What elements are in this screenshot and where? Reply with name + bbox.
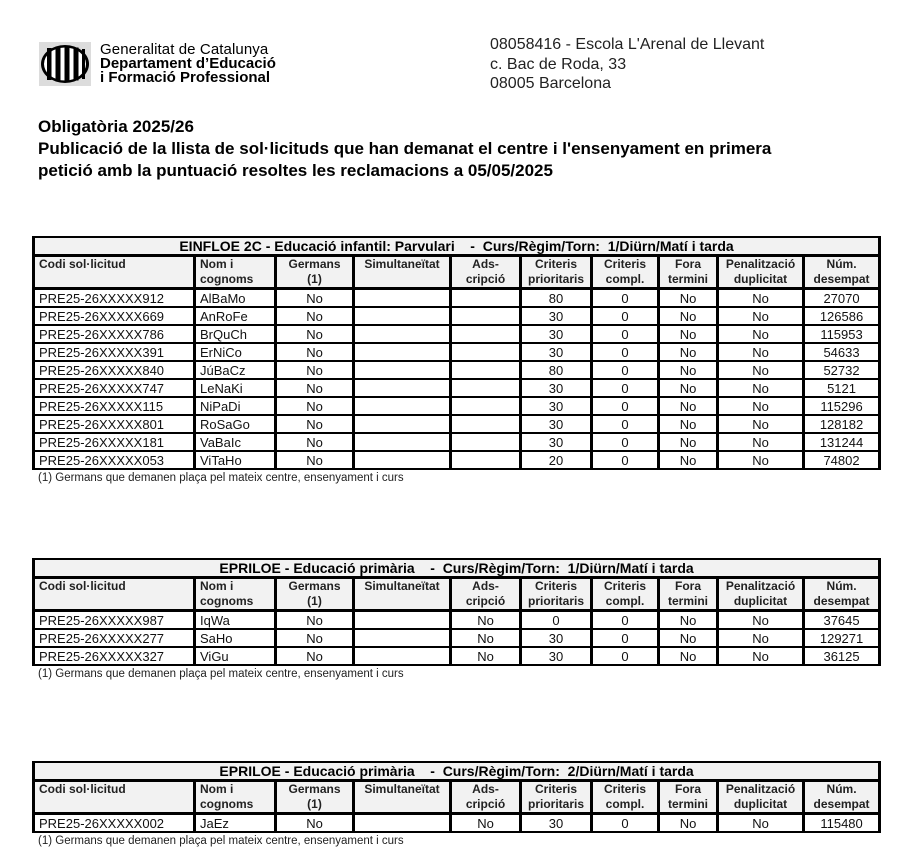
table-row: [34, 289, 880, 308]
cell-criteris-complementaris: 0: [592, 307, 659, 325]
cell-germans: No: [276, 379, 354, 397]
logo-line-1: Generalitat de Catalunya: [100, 41, 269, 58]
table-row: [34, 451, 880, 469]
cell-codi: PRE25-26XXXXX002: [34, 814, 195, 833]
cell-desempat: 128182: [804, 415, 880, 433]
cell-nom: LeNaKi: [195, 379, 276, 397]
cell-penalitzacio: No: [718, 451, 804, 469]
cell-criteris-prioritaris: 30: [521, 307, 592, 325]
cell-desempat: 115296: [804, 397, 880, 415]
cell-criteris-prioritaris: 20: [521, 451, 592, 469]
col-header-criteris-prioritaris: Criteris prioritaris: [521, 578, 592, 611]
cell-criteris-complementaris: 0: [592, 379, 659, 397]
cell-codi: PRE25-26XXXXX786: [34, 325, 195, 343]
cell-nom: ErNiCo: [195, 343, 276, 361]
cell-penalitzacio: No: [718, 611, 804, 630]
cell-germans: No: [276, 289, 354, 308]
cell-adscripcio: [451, 361, 521, 379]
cell-simultaneitat: [354, 289, 451, 308]
cell-criteris-complementaris: 0: [592, 361, 659, 379]
cell-criteris-complementaris: 0: [592, 814, 659, 833]
applications-section-3: [32, 761, 878, 847]
cell-simultaneitat: [354, 379, 451, 397]
cell-fora-termini: No: [659, 289, 718, 308]
applications-table: [32, 558, 881, 666]
table-header-row: [34, 578, 880, 611]
cell-desempat: 37645: [804, 611, 880, 630]
cell-criteris-prioritaris: 30: [521, 343, 592, 361]
col-header-germans: Germans (1): [276, 781, 354, 814]
cell-criteris-prioritaris: 30: [521, 379, 592, 397]
table-footnote: (1) Germans que demanen plaça pel mateix centre, ensenyament i curs: [38, 668, 404, 680]
table-header-row: [34, 256, 880, 289]
table-row: [34, 361, 880, 379]
col-header-desempat: Núm. desempat: [804, 256, 880, 289]
cell-fora-termini: No: [659, 611, 718, 630]
cell-simultaneitat: [354, 814, 451, 833]
cell-germans: No: [276, 647, 354, 665]
applications-table: [32, 236, 881, 470]
cell-fora-termini: No: [659, 814, 718, 833]
cell-fora-termini: No: [659, 629, 718, 647]
cell-germans: No: [276, 325, 354, 343]
cell-penalitzacio: No: [718, 397, 804, 415]
cell-adscripcio: [451, 325, 521, 343]
cell-codi: PRE25-26XXXXX987: [34, 611, 195, 630]
cell-criteris-complementaris: 0: [592, 397, 659, 415]
col-header-codi: Codi sol·licitud: [34, 578, 195, 611]
col-header-criteris-complementaris: Criteris compl.: [592, 256, 659, 289]
cell-criteris-complementaris: 0: [592, 451, 659, 469]
cell-nom: NiPaDi: [195, 397, 276, 415]
col-header-criteris-prioritaris: Criteris prioritaris: [521, 781, 592, 814]
logo-text: [100, 43, 276, 85]
cell-desempat: 54633: [804, 343, 880, 361]
cell-nom: IqWa: [195, 611, 276, 630]
table-row: [34, 343, 880, 361]
cell-desempat: 74802: [804, 451, 880, 469]
table-header-row: [34, 781, 880, 814]
applications-section-1: [32, 236, 878, 484]
cell-fora-termini: No: [659, 361, 718, 379]
cell-desempat: 126586: [804, 307, 880, 325]
cell-adscripcio: No: [451, 647, 521, 665]
cell-criteris-prioritaris: 30: [521, 647, 592, 665]
cell-nom: ViTaHo: [195, 451, 276, 469]
cell-germans: No: [276, 415, 354, 433]
cell-codi: PRE25-26XXXXX181: [34, 433, 195, 451]
col-header-desempat: Núm. desempat: [804, 781, 880, 814]
school-city: 08005 Barcelona: [490, 75, 611, 92]
col-header-nom: Nom i cognoms: [195, 578, 276, 611]
applications-table: [32, 761, 881, 833]
cell-criteris-prioritaris: 30: [521, 397, 592, 415]
cell-germans: No: [276, 433, 354, 451]
cell-nom: SaHo: [195, 629, 276, 647]
cell-codi: PRE25-26XXXXX669: [34, 307, 195, 325]
cell-nom: JaEz: [195, 814, 276, 833]
cell-simultaneitat: [354, 647, 451, 665]
table-row: [34, 814, 880, 833]
cell-criteris-prioritaris: 80: [521, 289, 592, 308]
col-header-criteris-complementaris: Criteris compl.: [592, 578, 659, 611]
cell-desempat: 52732: [804, 361, 880, 379]
col-header-fora-termini: Fora termini: [659, 256, 718, 289]
cell-nom: AnRoFe: [195, 307, 276, 325]
cell-criteris-prioritaris: 80: [521, 361, 592, 379]
cell-adscripcio: [451, 289, 521, 308]
cell-criteris-complementaris: 0: [592, 343, 659, 361]
table-title: EINFLOE 2C - Educació infantil: Parvulari - Curs/Règim/Torn: 1/Diürn/Matí i tarda: [34, 237, 880, 256]
table-row: [34, 611, 880, 630]
cell-adscripcio: [451, 379, 521, 397]
table-row: [34, 397, 880, 415]
cell-adscripcio: [451, 451, 521, 469]
cell-penalitzacio: No: [718, 647, 804, 665]
table-footnote: (1) Germans que demanen plaça pel mateix centre, ensenyament i curs: [38, 472, 404, 484]
table-row: [34, 415, 880, 433]
heading-description-1: Publicació de la llista de sol·licituds que han demanat el centre i l'ensenyament en primera: [38, 139, 772, 158]
table-title: EPRILOE - Educació primària - Curs/Règim/Torn: 2/Diürn/Matí i tarda: [34, 762, 880, 781]
heading-year: Obligatòria 2025/26: [38, 117, 194, 136]
col-header-germans: Germans (1): [276, 256, 354, 289]
cell-nom: RoSaGo: [195, 415, 276, 433]
cell-fora-termini: No: [659, 397, 718, 415]
col-header-fora-termini: Fora termini: [659, 578, 718, 611]
cell-fora-termini: No: [659, 433, 718, 451]
cell-adscripcio: [451, 397, 521, 415]
cell-penalitzacio: No: [718, 379, 804, 397]
generalitat-four-bars-icon: [39, 42, 91, 86]
logo-line-3: i Formació Professional: [100, 69, 271, 86]
table-row: [34, 379, 880, 397]
cell-simultaneitat: [354, 611, 451, 630]
col-header-desempat: Núm. desempat: [804, 578, 880, 611]
cell-codi: PRE25-26XXXXX840: [34, 361, 195, 379]
cell-desempat: 115953: [804, 325, 880, 343]
col-header-germans: Germans (1): [276, 578, 354, 611]
cell-criteris-complementaris: 0: [592, 647, 659, 665]
table-row: [34, 307, 880, 325]
cell-codi: PRE25-26XXXXX801: [34, 415, 195, 433]
col-header-nom: Nom i cognoms: [195, 256, 276, 289]
cell-codi: PRE25-26XXXXX053: [34, 451, 195, 469]
table-row: [34, 325, 880, 343]
cell-germans: No: [276, 611, 354, 630]
cell-simultaneitat: [354, 343, 451, 361]
cell-penalitzacio: No: [718, 361, 804, 379]
document-heading: [38, 116, 858, 182]
cell-penalitzacio: No: [718, 814, 804, 833]
table-row: [34, 629, 880, 647]
cell-criteris-prioritaris: 30: [521, 629, 592, 647]
cell-germans: No: [276, 397, 354, 415]
cell-fora-termini: No: [659, 415, 718, 433]
cell-adscripcio: [451, 433, 521, 451]
cell-fora-termini: No: [659, 451, 718, 469]
cell-simultaneitat: [354, 433, 451, 451]
col-header-adscripcio: Ads- cripció: [451, 781, 521, 814]
cell-nom: AlBaMo: [195, 289, 276, 308]
col-header-simultaneitat: Simultaneïtat: [354, 578, 451, 611]
cell-simultaneitat: [354, 325, 451, 343]
cell-nom: JúBaCz: [195, 361, 276, 379]
logo-line-2: Departament d’Educació: [100, 55, 276, 72]
col-header-criteris-prioritaris: Criteris prioritaris: [521, 256, 592, 289]
heading-description-2: petició amb la puntuació resoltes les reclamacions a 05/05/2025: [38, 161, 553, 180]
cell-desempat: 131244: [804, 433, 880, 451]
cell-simultaneitat: [354, 451, 451, 469]
cell-codi: PRE25-26XXXXX391: [34, 343, 195, 361]
cell-adscripcio: [451, 307, 521, 325]
col-header-criteris-complementaris: Criteris compl.: [592, 781, 659, 814]
cell-criteris-complementaris: 0: [592, 611, 659, 630]
cell-codi: PRE25-26XXXXX115: [34, 397, 195, 415]
cell-adscripcio: [451, 343, 521, 361]
cell-nom: VaBaIc: [195, 433, 276, 451]
col-header-simultaneitat: Simultaneïtat: [354, 256, 451, 289]
cell-adscripcio: No: [451, 629, 521, 647]
cell-fora-termini: No: [659, 647, 718, 665]
cell-criteris-prioritaris: 30: [521, 433, 592, 451]
school-address: [490, 35, 764, 94]
cell-simultaneitat: [354, 415, 451, 433]
generalitat-logo: [39, 41, 339, 87]
applications-section-2: [32, 558, 878, 680]
cell-penalitzacio: No: [718, 343, 804, 361]
school-street: c. Bac de Roda, 33: [490, 55, 627, 73]
cell-criteris-prioritaris: 30: [521, 814, 592, 833]
cell-desempat: 5121: [804, 379, 880, 397]
col-header-nom: Nom i cognoms: [195, 781, 276, 814]
cell-simultaneitat: [354, 397, 451, 415]
cell-criteris-complementaris: 0: [592, 325, 659, 343]
cell-germans: No: [276, 814, 354, 833]
table-row: [34, 647, 880, 665]
col-header-penalitzacio: Penalització duplicitat: [718, 578, 804, 611]
cell-codi: PRE25-26XXXXX277: [34, 629, 195, 647]
cell-codi: PRE25-26XXXXX327: [34, 647, 195, 665]
cell-nom: BrQuCh: [195, 325, 276, 343]
cell-germans: No: [276, 343, 354, 361]
cell-criteris-prioritaris: 30: [521, 325, 592, 343]
cell-adscripcio: No: [451, 611, 521, 630]
cell-penalitzacio: No: [718, 433, 804, 451]
cell-codi: PRE25-26XXXXX912: [34, 289, 195, 308]
cell-germans: No: [276, 307, 354, 325]
col-header-codi: Codi sol·licitud: [34, 256, 195, 289]
cell-desempat: 27070: [804, 289, 880, 308]
col-header-codi: Codi sol·licitud: [34, 781, 195, 814]
cell-penalitzacio: No: [718, 307, 804, 325]
cell-penalitzacio: No: [718, 629, 804, 647]
cell-criteris-complementaris: 0: [592, 289, 659, 308]
cell-fora-termini: No: [659, 325, 718, 343]
table-row: [34, 433, 880, 451]
cell-criteris-complementaris: 0: [592, 629, 659, 647]
table-footnote: (1) Germans que demanen plaça pel mateix centre, ensenyament i curs: [38, 835, 404, 847]
cell-nom: ViGu: [195, 647, 276, 665]
cell-desempat: 129271: [804, 629, 880, 647]
cell-criteris-complementaris: 0: [592, 433, 659, 451]
col-header-penalitzacio: Penalització duplicitat: [718, 781, 804, 814]
school-code-name: 08058416 - Escola L'Arenal de Llevant: [490, 36, 765, 53]
cell-simultaneitat: [354, 629, 451, 647]
cell-criteris-prioritaris: 0: [521, 611, 592, 630]
cell-desempat: 115480: [804, 814, 880, 833]
cell-simultaneitat: [354, 307, 451, 325]
cell-penalitzacio: No: [718, 289, 804, 308]
cell-fora-termini: No: [659, 379, 718, 397]
cell-codi: PRE25-26XXXXX747: [34, 379, 195, 397]
cell-desempat: 36125: [804, 647, 880, 665]
cell-adscripcio: [451, 415, 521, 433]
cell-adscripcio: No: [451, 814, 521, 833]
cell-criteris-prioritaris: 30: [521, 415, 592, 433]
cell-simultaneitat: [354, 361, 451, 379]
cell-germans: No: [276, 629, 354, 647]
cell-penalitzacio: No: [718, 325, 804, 343]
cell-fora-termini: No: [659, 307, 718, 325]
cell-germans: No: [276, 361, 354, 379]
col-header-penalitzacio: Penalització duplicitat: [718, 256, 804, 289]
cell-penalitzacio: No: [718, 415, 804, 433]
col-header-fora-termini: Fora termini: [659, 781, 718, 814]
cell-germans: No: [276, 451, 354, 469]
col-header-simultaneitat: Simultaneïtat: [354, 781, 451, 814]
col-header-adscripcio: Ads- cripció: [451, 256, 521, 289]
table-title: EPRILOE - Educació primària - Curs/Règim/Torn: 1/Diürn/Matí i tarda: [34, 559, 880, 578]
cell-criteris-complementaris: 0: [592, 415, 659, 433]
cell-fora-termini: No: [659, 343, 718, 361]
col-header-adscripcio: Ads- cripció: [451, 578, 521, 611]
